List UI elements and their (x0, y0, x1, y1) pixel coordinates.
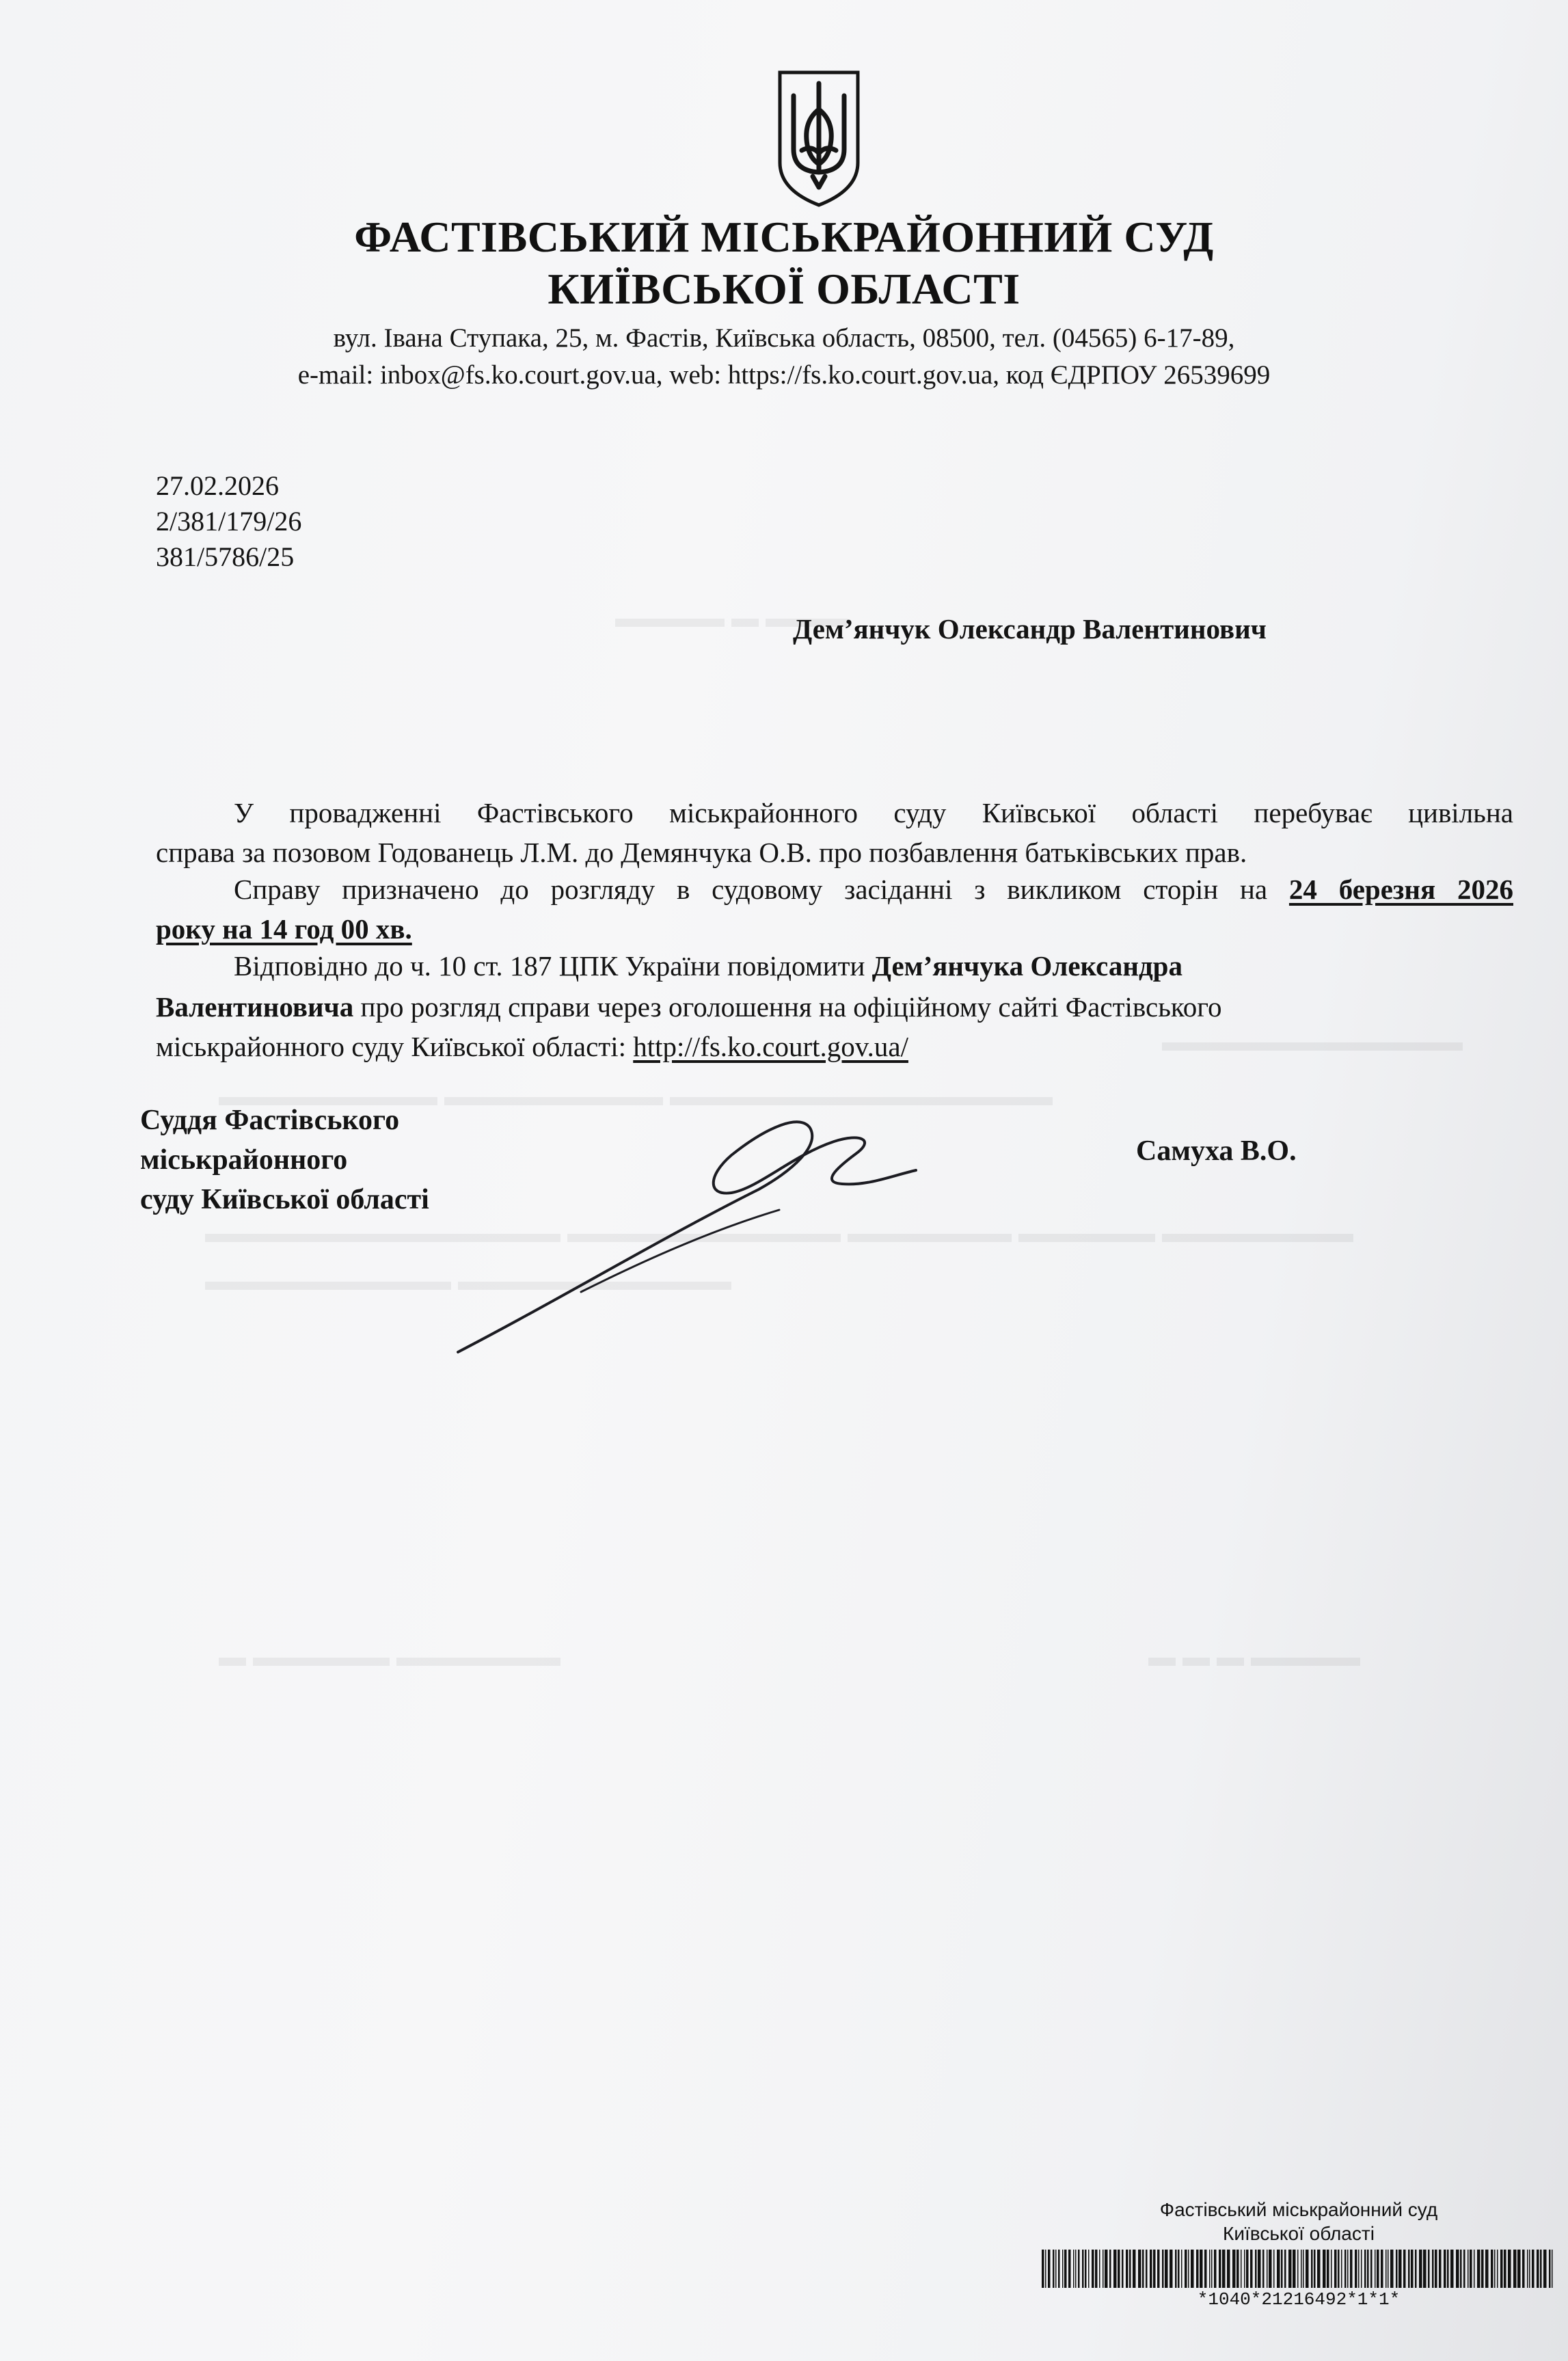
barcode-bar (1241, 2250, 1242, 2288)
case-number-2: 381/5786/25 (156, 541, 295, 572)
barcode-bar (1181, 2250, 1182, 2288)
barcode-bar (1078, 2250, 1080, 2288)
barcode-bar (1311, 2250, 1313, 2288)
barcode-bar (1361, 2250, 1362, 2288)
barcode-bar (1200, 2250, 1203, 2288)
barcode-bar (1377, 2250, 1379, 2288)
document-date: 27.02.2026 (156, 470, 279, 501)
barcode-bar (1122, 2250, 1124, 2288)
barcode-bar (1053, 2250, 1055, 2288)
barcode-bar (1191, 2250, 1194, 2288)
barcode-bar (1303, 2250, 1304, 2288)
stamp-region: Київської області (1223, 2223, 1375, 2244)
barcode-bar (1301, 2250, 1302, 2288)
barcode-bar (1092, 2250, 1094, 2288)
barcode-bar (1118, 2250, 1120, 2288)
barcode-bar (1513, 2250, 1517, 2288)
barcode-bar (1375, 2250, 1376, 2288)
judge-name: Самуха В.О. (1136, 1135, 1297, 1167)
trident-emblem-icon (774, 68, 863, 208)
barcode-bar (1153, 2250, 1156, 2288)
barcode-bar (1204, 2250, 1207, 2288)
barcode-bar (1341, 2250, 1342, 2288)
defendant-name-part2: Валентиновича (156, 991, 354, 1023)
barcode-bar (1113, 2250, 1117, 2288)
barcode-bar (1267, 2250, 1268, 2288)
barcode-bar (1470, 2250, 1472, 2288)
barcode-bar (1055, 2250, 1057, 2288)
barcode-bar (1347, 2250, 1349, 2288)
case-number-1: 2/381/179/26 (156, 506, 302, 537)
addressee: Дем’янчук Олександр Валентинович (793, 613, 1267, 645)
barcode-bar (1185, 2250, 1187, 2288)
barcode-bar (1338, 2250, 1340, 2288)
barcode-bar (1281, 2250, 1283, 2288)
barcode-bar (1444, 2250, 1446, 2288)
barcode-bar (1165, 2250, 1168, 2288)
barcode-bar (1157, 2250, 1160, 2288)
barcode-bar (1178, 2250, 1180, 2288)
barcode-bar (1075, 2250, 1077, 2288)
barcode-bar (1262, 2250, 1265, 2288)
document-page: ▬▬▬▬ ▬ ▬▬▬ ▬▬▬▬▬▬▬▬▬▬▬ ▬▬▬▬▬▬▬▬ ▬▬▬▬▬▬▬▬ ▬▬▬▬▬▬▬▬▬▬▬▬▬▬ ▬▬▬▬▬▬▬▬▬▬▬▬▬ ▬▬▬▬▬▬▬▬▬▬ ▬▬▬▬▬▬ ▬▬▬▬▬ ▬▬▬▬▬▬▬ ▬▬▬▬▬▬▬▬▬ ▬▬▬▬▬▬▬▬▬▬ ▬ ▬▬▬▬▬ ▬▬▬▬▬▬ ▬ ▬ ▬ ▬▬▬▬ ФАСТІВСЬКИЙ МІСЬКРАЙОННИЙ СУД КИЇВСЬКОЇ ОБЛАСТІ вул. Івана Ступака, 25, м. Фастів, Київська область, 08500, тел. (04565) 6-17-89, e-mail: inbox@fs.ko.court.gov.ua, web: https://fs.ko.court.gov.ua, код ЄДРПОУ 26539699 27.02.2026 2/381/179/26 381/5786/25 Дем’янчук Олександр Валентинович У провадженні Фастівського міськрайонного суду Київської області перебуває цивільна справа за позовом Годованець Л.М. до Демянчука О.В. про позбавлення батьківських прав. Справу призначено до розгляду в судовому засіданні з викликом сторін на 24 березня 2026 року на 14 год 00 хв. Відповідно до ч. 10 ст. 187 ЦПК України повідомити Дем’янчука Олександра Валентиновича про розгляд справи через оголошення на офіційному сайті Фастівського міськрайонного суду Київської області: http://fs.ko.court.gov.ua/ Суддя Фастівського міськрайонного суду Київської області Самуха В.О. Фастівський міськрайонний суд Київської області *1040*21216492*1*1* (0, 0, 1568, 2361)
stamp-court-name: Фастівський міськрайонний суд (1159, 2199, 1438, 2220)
barcode-bar (1508, 2250, 1511, 2288)
barcode-bar (1175, 2250, 1177, 2288)
barcode-bar (1367, 2250, 1369, 2288)
barcode-bar (1099, 2250, 1100, 2288)
barcode-bar (1088, 2250, 1090, 2288)
barcode-bar (1064, 2250, 1067, 2288)
barcode-bar (1468, 2250, 1469, 2288)
barcode-bar (1474, 2250, 1475, 2288)
barcode-bar (1334, 2250, 1337, 2288)
barcode-bar (1219, 2250, 1221, 2288)
barcode-bar (1419, 2250, 1422, 2288)
court-contacts: e-mail: inbox@fs.ko.court.gov.ua, web: https://fs.ko.court.gov.ua, код ЄДРПОУ 26539699 (297, 360, 1271, 390)
barcode-bar (1532, 2250, 1535, 2288)
barcode (1039, 2250, 1558, 2288)
barcode-bar (1246, 2250, 1249, 2288)
barcode-bar (1460, 2250, 1462, 2288)
barcode-bar (1485, 2250, 1489, 2288)
paragraph-2-line-1: Справу призначено до розгляду в судовому засіданні з викликом сторін на 24 березня 2026 (234, 874, 1513, 905)
barcode-bar (1062, 2250, 1064, 2288)
court-address: вул. Івана Ступака, 25, м. Фастів, Київська область, 08500, тел. (04565) 6-17-89, (333, 323, 1235, 353)
barcode-bar (1450, 2250, 1454, 2288)
barcode-bar (1288, 2250, 1292, 2288)
barcode-bar (1162, 2250, 1164, 2288)
hearing-date: 24 березня 2026 (1288, 874, 1513, 905)
barcode-bar (1500, 2250, 1503, 2288)
barcode-bar (1350, 2250, 1353, 2288)
barcode-bar (1105, 2250, 1108, 2288)
barcode-bar (1497, 2250, 1498, 2288)
barcode-bar (1211, 2250, 1213, 2288)
barcode-bar (1439, 2250, 1442, 2288)
barcode-bar (1129, 2250, 1131, 2288)
barcode-bar (1227, 2250, 1230, 2288)
barcode-bar (1150, 2250, 1152, 2288)
barcode-bar (1331, 2250, 1332, 2288)
barcode-bar (1396, 2250, 1398, 2288)
barcode-bar (1048, 2250, 1051, 2288)
barcode-bar (1170, 2250, 1173, 2288)
barcode-number: *1040*21216492*1*1* (1197, 2289, 1401, 2310)
barcode-bar (1327, 2250, 1329, 2288)
barcode-bar (1126, 2250, 1128, 2288)
barcode-bar (1491, 2250, 1493, 2288)
barcode-bar (1133, 2250, 1136, 2288)
barcode-bar (1529, 2250, 1530, 2288)
barcode-bar (1314, 2250, 1316, 2288)
barcode-bar (1068, 2250, 1071, 2288)
barcode-bar (1042, 2250, 1044, 2288)
barcode-bar (1293, 2250, 1296, 2288)
court-title-line2: КИЇВСЬКОЇ ОБЛАСТІ (548, 265, 1020, 313)
barcode-bar (1390, 2250, 1394, 2288)
barcode-bar (1477, 2250, 1481, 2288)
barcode-bar (1269, 2250, 1272, 2288)
barcode-bar (1549, 2250, 1551, 2288)
barcode-bar (1284, 2250, 1286, 2288)
barcode-bar (1255, 2250, 1257, 2288)
court-website-link[interactable]: http://fs.ko.court.gov.ua/ (633, 1031, 908, 1062)
barcode-bar (1435, 2250, 1437, 2288)
barcode-bar (1385, 2250, 1387, 2288)
barcode-bar (1258, 2250, 1261, 2288)
barcode-bar (1408, 2250, 1410, 2288)
barcode-bar (1236, 2250, 1239, 2288)
barcode-bar (1494, 2250, 1496, 2288)
barcode-bar (1146, 2250, 1148, 2288)
barcode-bar (1232, 2250, 1236, 2288)
judge-role: Суддя Фастівського міськрайонного суду Київської області (140, 1105, 429, 1215)
barcode-bar (1388, 2250, 1389, 2288)
barcode-bar (1142, 2250, 1144, 2288)
barcode-bar (1045, 2250, 1046, 2288)
barcode-bar (1540, 2250, 1542, 2288)
barcode-bar (1481, 2250, 1484, 2288)
barcode-bar (1188, 2250, 1189, 2288)
barcode-bar (1103, 2250, 1104, 2288)
barcode-bar (1196, 2250, 1199, 2288)
hearing-time: року на 14 год 00 хв. (156, 913, 412, 945)
document-meta (156, 468, 301, 575)
barcode-bar (1214, 2250, 1217, 2288)
barcode-bar (1415, 2250, 1417, 2288)
barcode-bar (1273, 2250, 1275, 2288)
barcode-bar (1411, 2250, 1414, 2288)
barcode-bar (1085, 2250, 1087, 2288)
registration-stamp (1039, 2198, 1558, 2310)
barcode-bar (1073, 2250, 1074, 2288)
barcode-bar (1552, 2250, 1553, 2288)
paragraph-3-line-3: міськрайонного суду Київської області: http://fs.ko.court.gov.ua/ (156, 1031, 908, 1062)
barcode-bar (1209, 2250, 1211, 2288)
barcode-bar (1428, 2250, 1430, 2288)
barcode-bar (1364, 2250, 1366, 2288)
barcode-bar (1355, 2250, 1357, 2288)
barcode-bar (1277, 2250, 1280, 2288)
barcode-bar (1250, 2250, 1253, 2288)
paragraph-3-line-1: Відповідно до ч. 10 ст. 187 ЦПК України повідомити Дем’янчука Олександра (234, 950, 1182, 982)
barcode-bar (1058, 2250, 1060, 2288)
barcode-bar (1522, 2250, 1525, 2288)
barcode-bar (1370, 2250, 1373, 2288)
barcode-bar (1423, 2250, 1427, 2288)
paragraph-3-line-2: Валентиновича про розгляд справи через оголошення на офіційному сайті Фастівського (156, 991, 1222, 1023)
barcode-bar (1398, 2250, 1402, 2288)
barcode-bar (1543, 2250, 1547, 2288)
court-title-line1: ФАСТІВСЬКИЙ МІСЬКРАЙОННИЙ СУД (354, 213, 1214, 261)
barcode-bar (1109, 2250, 1111, 2288)
barcode-bar (1358, 2250, 1360, 2288)
barcode-bar (1447, 2250, 1449, 2288)
paragraph-1-line-2: справа за позовом Годованець Л.М. до Демянчука О.В. про позбавлення батьківських прав. (156, 837, 1247, 868)
barcode-bar (1244, 2250, 1245, 2288)
barcode-bar (1138, 2250, 1141, 2288)
barcode-bar (1537, 2250, 1539, 2288)
barcode-bar (1527, 2250, 1528, 2288)
barcode-bar (1517, 2250, 1521, 2288)
barcode-bar (1323, 2250, 1326, 2288)
barcode-bar (1456, 2250, 1459, 2288)
barcode-bar (1297, 2250, 1299, 2288)
barcode-bar (1082, 2250, 1084, 2288)
defendant-name-part1: Дем’янчука Олександра (871, 950, 1182, 982)
barcode-bar (1222, 2250, 1226, 2288)
handwritten-signature (437, 1080, 930, 1367)
barcode-bar (1317, 2250, 1321, 2288)
paragraph-1-line-1: У провадженні Фастівського міськрайонного суду Київської області перебуває цивільна (234, 797, 1513, 828)
barcode-bar (1432, 2250, 1434, 2288)
barcode-bar (1381, 2250, 1383, 2288)
barcode-bar (1463, 2250, 1465, 2288)
barcode-bar (1344, 2250, 1347, 2288)
barcode-bar (1504, 2250, 1506, 2288)
barcode-bar (1403, 2250, 1406, 2288)
barcode-bar (1095, 2250, 1098, 2288)
barcode-bar (1306, 2250, 1309, 2288)
